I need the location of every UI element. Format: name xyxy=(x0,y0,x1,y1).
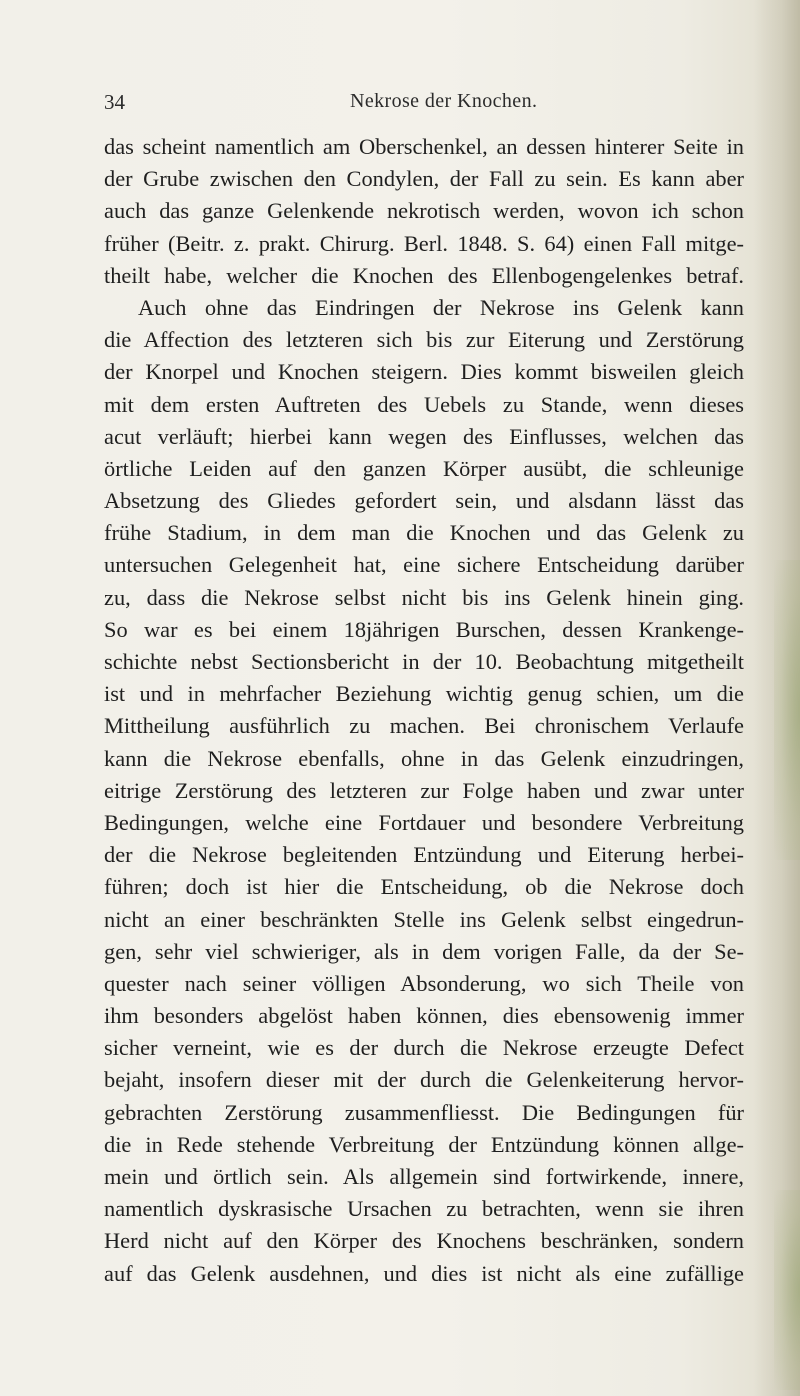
text-line: quester nach seiner völligen Absonderung, wo sich Theile von xyxy=(104,970,744,996)
text-line: untersuchen Gelegenheit hat, eine sichere Entscheidung darüber xyxy=(104,552,744,578)
running-title: Nekrose der Knochen. xyxy=(350,90,538,112)
text-line: früher (Beitr. z. prakt. Chirurg. Berl. 1848. S. 64) einen Fall mitge- xyxy=(104,230,744,256)
text-line: ihm besonders abgelöst haben können, dies ebensowenig immer xyxy=(104,1003,744,1029)
text-line: auf das Gelenk ausdehnen, und dies ist nicht als eine zufällige xyxy=(104,1260,744,1286)
text-line: nicht an einer beschränkten Stelle ins Gelenk selbst eingedrun- xyxy=(104,906,744,932)
text-line: So war es bei einem 18jährigen Burschen, dessen Krankenge- xyxy=(104,616,744,642)
body-text xyxy=(104,131,744,1290)
page-edge-stain xyxy=(774,1190,800,1390)
text-line: mit dem ersten Auftreten des Uebels zu Stande, wenn dieses xyxy=(104,391,744,417)
page-edge-stain xyxy=(774,560,800,860)
text-line: eitrige Zerstörung des letzteren zur Folge haben und zwar unter xyxy=(104,777,744,803)
text-line: Auch ohne das Eindringen der Nekrose ins Gelenk kann xyxy=(138,294,744,320)
text-line: örtliche Leiden auf den ganzen Körper ausübt, die schleunige xyxy=(104,455,744,481)
text-line: das scheint namentlich am Oberschenkel, an dessen hinterer Seite in xyxy=(104,134,744,159)
text-line: die Affection des letzteren sich bis zur Eiterung und Zerstörung xyxy=(104,327,744,353)
text-line: der Grube zwischen den Condylen, der Fall zu sein. Es kann aber xyxy=(104,166,744,192)
text-line: kann die Nekrose ebenfalls, ohne in das Gelenk einzudringen, xyxy=(104,745,744,771)
text-line: die in Rede stehende Verbreitung der Entzündung können allge- xyxy=(104,1131,744,1157)
text-line: gebrachten Zerstörung zusammenfliesst. Die Bedingungen für xyxy=(104,1099,744,1125)
text-line: theilt habe, welcher die Knochen des Ellenbogengelenkes betraf. xyxy=(104,262,744,288)
text-line: Mittheilung ausführlich zu machen. Bei chronischem Verlaufe xyxy=(104,713,744,739)
text-line: sicher verneint, wie es der durch die Nekrose erzeugte Defect xyxy=(104,1035,744,1061)
text-line: Herd nicht auf den Körper des Knochens beschränken, sondern xyxy=(104,1228,744,1254)
text-line: Absetzung des Gliedes gefordert sein, und alsdann lässt das xyxy=(104,488,744,514)
text-line: führen; doch ist hier die Entscheidung, ob die Nekrose doch xyxy=(104,874,744,900)
text-line: gen, sehr viel schwieriger, als in dem vorigen Falle, da der Se- xyxy=(104,938,744,964)
text-line: bejaht, insofern dieser mit der durch die Gelenkeiterung hervor- xyxy=(104,1067,744,1093)
text-line: zu, dass die Nekrose selbst nicht bis ins Gelenk hinein ging. xyxy=(104,584,744,610)
text-line: ist und in mehrfacher Beziehung wichtig genug schien, um die xyxy=(104,681,744,707)
text-line: acut verläuft; hierbei kann wegen des Einflusses, welchen das xyxy=(104,423,744,449)
text-line: auch das ganze Gelenkende nekrotisch werden, wovon ich schon xyxy=(104,198,744,224)
page-header xyxy=(104,90,744,120)
text-line: Bedingungen, welche eine Fortdauer und besondere Verbreitung xyxy=(104,809,744,835)
text-line: frühe Stadium, in dem man die Knochen und das Gelenk zu xyxy=(104,520,744,546)
text-line: der die Nekrose begleitenden Entzündung und Eiterung herbei- xyxy=(104,842,744,868)
page-number: 34 xyxy=(104,90,125,114)
text-line: mein und örtlich sein. Als allgemein sind fortwirkende, innere, xyxy=(104,1164,744,1189)
text-line: der Knorpel und Knochen steigern. Dies kommt bisweilen gleich xyxy=(104,359,744,385)
text-line: schichte nebst Sectionsbericht in der 10. Beobachtung mitgetheilt xyxy=(104,649,744,674)
text-line: namentlich dyskrasische Ursachen zu betrachten, wenn sie ihren xyxy=(104,1196,744,1222)
